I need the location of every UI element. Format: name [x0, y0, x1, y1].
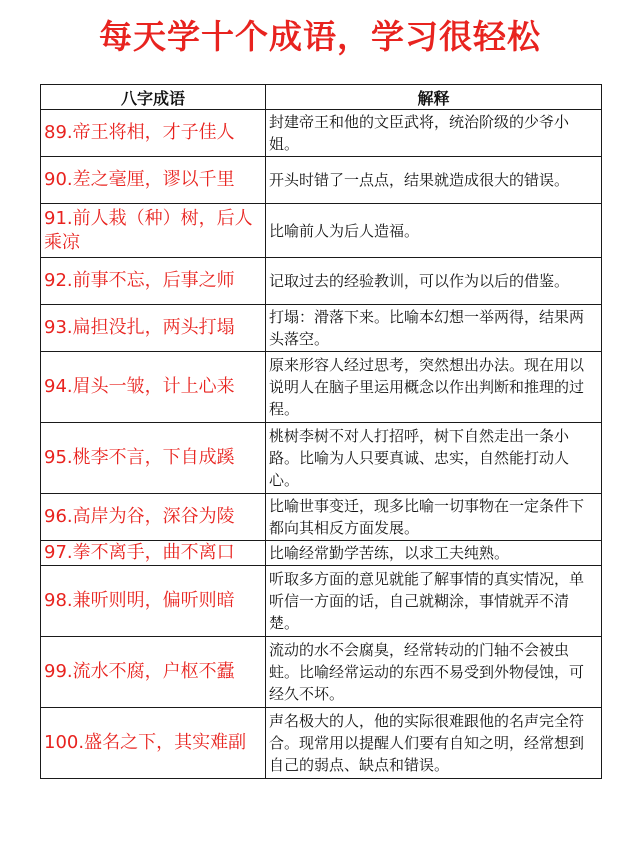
- explanation-cell: 听取多方面的意见就能了解事情的真实情况，单听信一方面的话，自己就糊涂，事情就弄不清楚。: [266, 566, 602, 637]
- idiom-cell: 96.高岸为谷，深谷为陵: [41, 494, 266, 541]
- table-row: [41, 110, 602, 157]
- idiom-cell: 90.差之毫厘，谬以千里: [41, 157, 266, 204]
- idiom-cell: 89.帝王将相，才子佳人: [41, 110, 266, 157]
- explanation-cell: 记取过去的经验教训，可以作为以后的借鉴。: [266, 258, 602, 305]
- column-header-explanation: 解释: [266, 85, 602, 110]
- explanation-cell: 封建帝王和他的文臣武将，统治阶级的少爷小姐。: [266, 110, 602, 157]
- table-row: [41, 423, 602, 494]
- idiom-cell: 97.拳不离手，曲不离口: [41, 541, 266, 566]
- idiom-cell: 92.前事不忘，后事之师: [41, 258, 266, 305]
- explanation-cell: 比喻经常勤学苦练，以求工夫纯熟。: [266, 541, 602, 566]
- table-header-row: [41, 85, 602, 110]
- explanation-cell: 桃树李树不对人打招呼，树下自然走出一条小路。比喻为人只要真诚、忠实，自然能打动人心。: [266, 423, 602, 494]
- page-title: 每天学十个成语，学习很轻松: [99, 17, 541, 56]
- table-row: [41, 157, 602, 204]
- table-row: [41, 708, 602, 779]
- table-row: [41, 204, 602, 258]
- idiom-cell: 99.流水不腐，户枢不蠹: [41, 637, 266, 708]
- table-row: [41, 352, 602, 423]
- column-header-idiom: 八字成语: [41, 85, 266, 110]
- table-row: [41, 305, 602, 352]
- table-row: [41, 566, 602, 637]
- explanation-cell: 开头时错了一点点，结果就造成很大的错误。: [266, 157, 602, 204]
- table-row: [41, 258, 602, 305]
- table-row: [41, 637, 602, 708]
- idiom-cell: 93.扁担没扎，两头打塌: [41, 305, 266, 352]
- explanation-cell: 打塌：滑落下来。比喻本幻想一举两得，结果两头落空。: [266, 305, 602, 352]
- idiom-cell: 95.桃李不言，下自成蹊: [41, 423, 266, 494]
- explanation-cell: 流动的水不会腐臭，经常转动的门轴不会被虫蛀。比喻经常运动的东西不易受到外物侵蚀，可经久不坏。: [266, 637, 602, 708]
- idiom-cell: 98.兼听则明，偏听则暗: [41, 566, 266, 637]
- table-row: [41, 541, 602, 566]
- explanation-cell: 比喻前人为后人造福。: [266, 204, 602, 258]
- idiom-cell: 94.眉头一皱，计上心来: [41, 352, 266, 423]
- explanation-cell: 声名极大的人，他的实际很难跟他的名声完全符合。现常用以提醒人们要有自知之明，经常想到自己的弱点、缺点和错误。: [266, 708, 602, 779]
- table-row: [41, 494, 602, 541]
- explanation-cell: 原来形容人经过思考，突然想出办法。现在用以说明人在脑子里运用概念以作出判断和推理的过程。: [266, 352, 602, 423]
- explanation-cell: 比喻世事变迁，现多比喻一切事物在一定条件下都向其相反方面发展。: [266, 494, 602, 541]
- idiom-table: [40, 84, 602, 779]
- idiom-cell: 91.前人栽（种）树，后人乘凉: [41, 204, 266, 258]
- idiom-cell: 100.盛名之下，其实难副: [41, 708, 266, 779]
